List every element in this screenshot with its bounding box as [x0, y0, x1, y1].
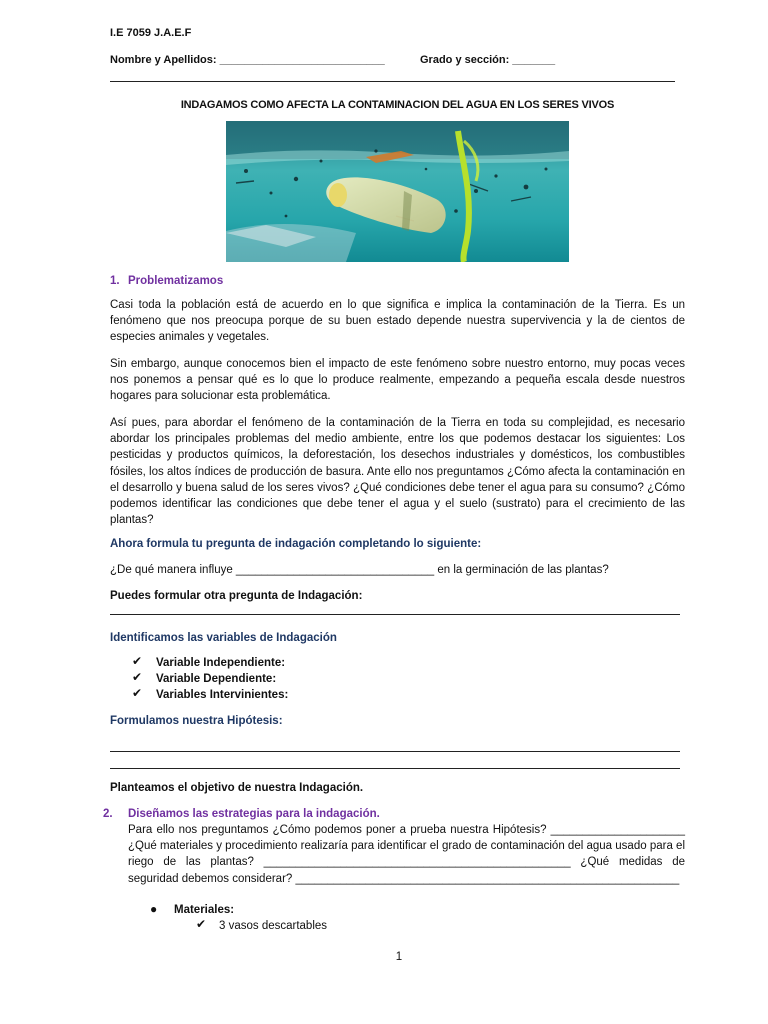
hypothesis-line-2 — [110, 768, 680, 769]
section-2-number: 2. — [103, 808, 113, 820]
paragraph-2: Sin embargo, aunque conocemos bien el impacto de este fenómeno sobre nuestro entorno, muy pocas veces nos ponemos a pensar qué es lo que lo produce realmente, empezando a pequeña escala desde nuestros hogares para solucionar esta problemática. — [110, 358, 685, 403]
section-2-text: Para ello nos preguntamos ¿Cómo podemos poner a prueba nuestra Hipótesis? _____________________ ¿Qué materiales y procedimiento realizaría para identificar el grado de contaminación del agua usado para el riego de las plantas? ________________________________________________ ¿Qué medidas de seguridad debemos considerar? ____________________________________________________________ — [128, 824, 685, 885]
hypothesis-line-1 — [110, 751, 680, 752]
name-field-label: Nombre y Apellidos: ___________________________ — [110, 54, 385, 66]
objective-label: Planteamos el objetivo de nuestra Indagación. — [110, 782, 364, 794]
question-line: ¿De qué manera influye _______________________________ en la germinación de las plantas? — [110, 564, 609, 576]
section-1-number: 1. — [110, 275, 120, 287]
check-icon: ✔ — [132, 686, 143, 700]
variables-heading: Identificamos las variables de Indagación — [110, 632, 337, 644]
hypothesis-heading: Formulamos nuestra Hipótesis: — [110, 715, 283, 727]
paragraph-1: Casi toda la población está de acuerdo en lo que significa e implica la contaminación de la Tierra. Es un fenómeno que nos preocupa porque de su buen estado depende nuestra supervivencia y la de cientos de especies animales y vegetales. — [110, 299, 685, 344]
check-icon: ✔ — [196, 917, 207, 931]
document-title: INDAGAMOS COMO AFECTA LA CONTAMINACION DEL AGUA EN LOS SERES VIVOS — [180, 99, 615, 111]
bullet-icon: ● — [150, 902, 158, 916]
variable-intervening: Variables Intervinientes: — [156, 689, 289, 701]
header-divider — [110, 81, 675, 82]
section-2-heading: Diseñamos las estrategias para la indagación. — [128, 808, 380, 820]
materials-label: Materiales: — [174, 904, 235, 916]
material-item: 3 vasos descartables — [219, 920, 328, 932]
check-icon: ✔ — [132, 670, 143, 684]
grade-field-label: Grado y sección: _______ — [420, 54, 556, 66]
formula-heading: Ahora formula tu pregunta de indagación completando lo siguiente: — [110, 538, 482, 550]
paragraph-3: Así pues, para abordar el fenómeno de la contaminación de la Tierra en toda su complejidad, es necesario abordar los principales problemas del medio ambiente, entre los que podemos destacar los siguientes: Los pesticidas y productos químicos, la deforestación, los desechos industriales y domésticos, los combustibles fósiles, los altos índices de producción de basura. Ante ello nos preguntamos ¿Cómo afecta la contaminación en el desarrollo y buena salud de los seres vivos? ¿Qué condiciones debe tener el agua para su consumo? ¿Cómo podemos identificar las condiciones que debe tener el agua y el suelo (sustrato) para el crecimiento de las plantas? — [110, 417, 685, 527]
polluted-water-photo — [226, 121, 569, 262]
school-name: I.E 7059 J.A.E.F — [110, 27, 192, 39]
variable-independent: Variable Independiente: — [156, 657, 286, 669]
check-icon: ✔ — [132, 654, 143, 668]
answer-line — [110, 614, 680, 615]
other-question-label: Puedes formular otra pregunta de Indagación: — [110, 590, 363, 602]
page-number: 1 — [395, 951, 403, 963]
section-1-heading: Problematizamos — [128, 275, 224, 287]
variable-dependent: Variable Dependiente: — [156, 673, 277, 685]
